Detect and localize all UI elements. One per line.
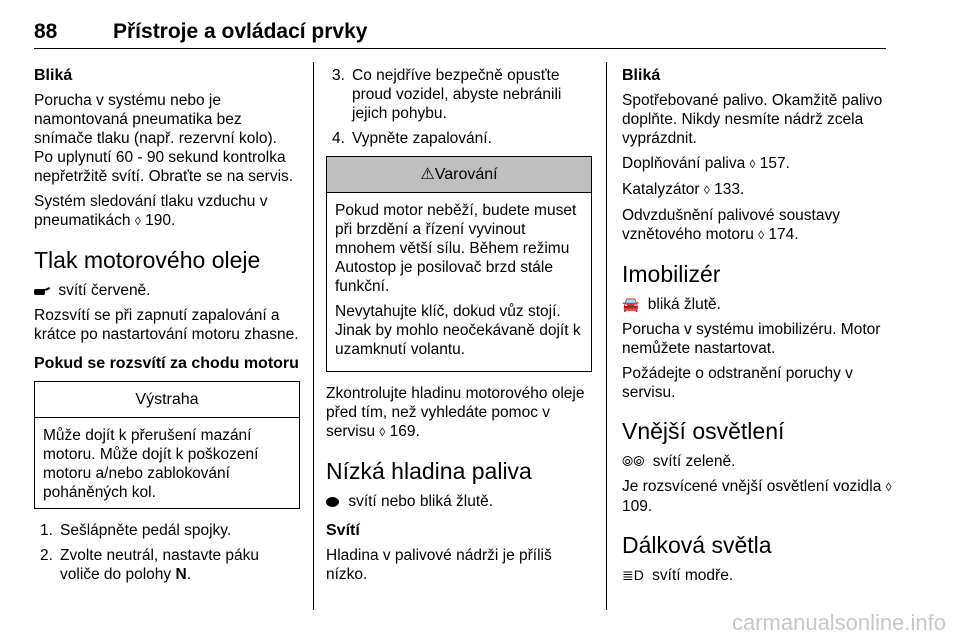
high-beam-status: ≣D svítí modře. <box>622 567 734 584</box>
steps-list <box>34 521 300 584</box>
reference-icon: ◊ <box>885 480 892 494</box>
steps-list <box>326 66 592 148</box>
reference-icon: ◊ <box>134 214 141 228</box>
column-1 <box>34 66 300 590</box>
immobilizer-status: 🚘 bliká žlutě. <box>622 296 721 313</box>
fuel-bleed-ref: Odvzdušnění palivové soustavy vznětového motoru ◊ 174. <box>622 207 840 243</box>
reference-icon: ◊ <box>379 425 386 439</box>
reference-icon: ◊ <box>703 183 710 197</box>
list-item: 2. Zvolte neutrál, nastavte páku voliče do polohy N. <box>40 547 260 583</box>
fuel-status: svítí nebo bliká žlutě. <box>326 492 592 511</box>
high-beam-heading: Dálková světla <box>622 532 772 558</box>
watermark: carmanualsonline.info <box>731 610 946 635</box>
fuel-indicator-icon <box>326 497 339 507</box>
list-item: 3. Co nejdříve bezpečně opusťte proud vozidel, abyste nebránili jejich pohybu. <box>332 67 562 122</box>
list-item: 4. Vypněte zapalování. <box>332 130 492 147</box>
warning-box <box>326 156 592 372</box>
blika-label: Bliká <box>34 67 73 84</box>
high-beam-icon: ≣D <box>622 567 644 583</box>
oil-can-icon <box>34 286 50 296</box>
fuel-empty-text: Spotřebované palivo. Okamžitě palivo doplňte. Nikdy nesmíte nádrž zcela vyprázdnit. <box>622 92 883 147</box>
list-item: 1. Sešlápněte pedál spojky. <box>40 522 232 539</box>
immobilizer-heading: Imobilizér <box>622 261 721 287</box>
page-title: Přístroje a ovládací prvky <box>113 20 368 43</box>
reference-icon: ◊ <box>749 157 756 171</box>
oil-pressure-heading: Tlak motorového oleje <box>34 247 261 273</box>
side-light-icon: ⦾⦾ <box>622 453 645 469</box>
oil-description: Rozsvítí se při zapnutí zapalování a krátce po nastartování motoru zhasne. <box>34 307 299 343</box>
column-3 <box>622 66 892 591</box>
page-header <box>34 12 886 49</box>
caution-title: Výstraha <box>35 382 299 418</box>
warning-text: Nevytahujte klíč, dokud vůz stojí. Jinak by mohlo neočekávaně dojít k uzamknutí volantu. <box>335 303 581 358</box>
caution-box <box>34 381 300 509</box>
warning-icon: ⚠ <box>420 166 435 183</box>
immobilizer-text: Porucha v systému imobilizéru. Motor nemůžete nastartovat. <box>622 321 881 357</box>
reference-icon: ◊ <box>758 228 765 242</box>
page-number: 88 <box>34 20 58 43</box>
column-divider <box>606 62 607 610</box>
column-divider <box>313 62 314 610</box>
oil-check-text: Zkontrolujte hladinu motorového oleje před tím, než vyhledáte pomoc v servisu ◊ 169. <box>326 385 585 440</box>
fuel-low-text: Hladina v palivové nádrži je příliš nízko. <box>326 547 552 583</box>
tire-system-ref: Systém sledování tlaku vzduchu v pneumatikách ◊ 190. <box>34 193 268 229</box>
low-fuel-heading: Nízká hladina paliva <box>326 458 532 484</box>
exterior-light-heading: Vnější osvětlení <box>622 418 785 444</box>
car-key-icon: 🚘 <box>622 296 640 312</box>
sviti-label: Svítí <box>326 522 360 539</box>
immobilizer-text: Požádejte o odstranění poruchy v servisu. <box>622 365 853 401</box>
oil-status: svítí červeně. <box>34 281 300 300</box>
refuel-ref: Doplňování paliva ◊ 157. <box>622 155 790 172</box>
tire-fault-text: Porucha v systému nebo je namontovaná pneumatika bez snímače tlaku (např. rezervní kolo). Po uplynutí 60 - 90 sekund kontrolka nepřetržitě svítí. Obraťte se na servis. <box>34 92 294 185</box>
column-2 <box>326 66 592 590</box>
exterior-light-text: Je rozsvícené vnější osvětlení vozidla ◊ 109. <box>622 478 892 515</box>
caution-text: Může dojít k přerušení mazání motoru. Může dojít k poškození motoru a/nebo zablokování poháněných kol. <box>43 427 259 501</box>
warning-title: ⚠Varování <box>327 157 591 193</box>
exterior-light-status: ⦾⦾ svítí zeleně. <box>622 453 736 470</box>
oil-subheading: Pokud se rozsvítí za chodu motoru <box>34 355 299 372</box>
warning-text: Pokud motor neběží, budete muset při brzdění a řízení vyvinout mnohem větší sílu. Během režimu Autostop je posilovač brzd stále funkční. <box>335 202 577 295</box>
blika-label: Bliká <box>622 67 661 84</box>
catalyst-ref: Katalyzátor ◊ 133. <box>622 181 745 198</box>
